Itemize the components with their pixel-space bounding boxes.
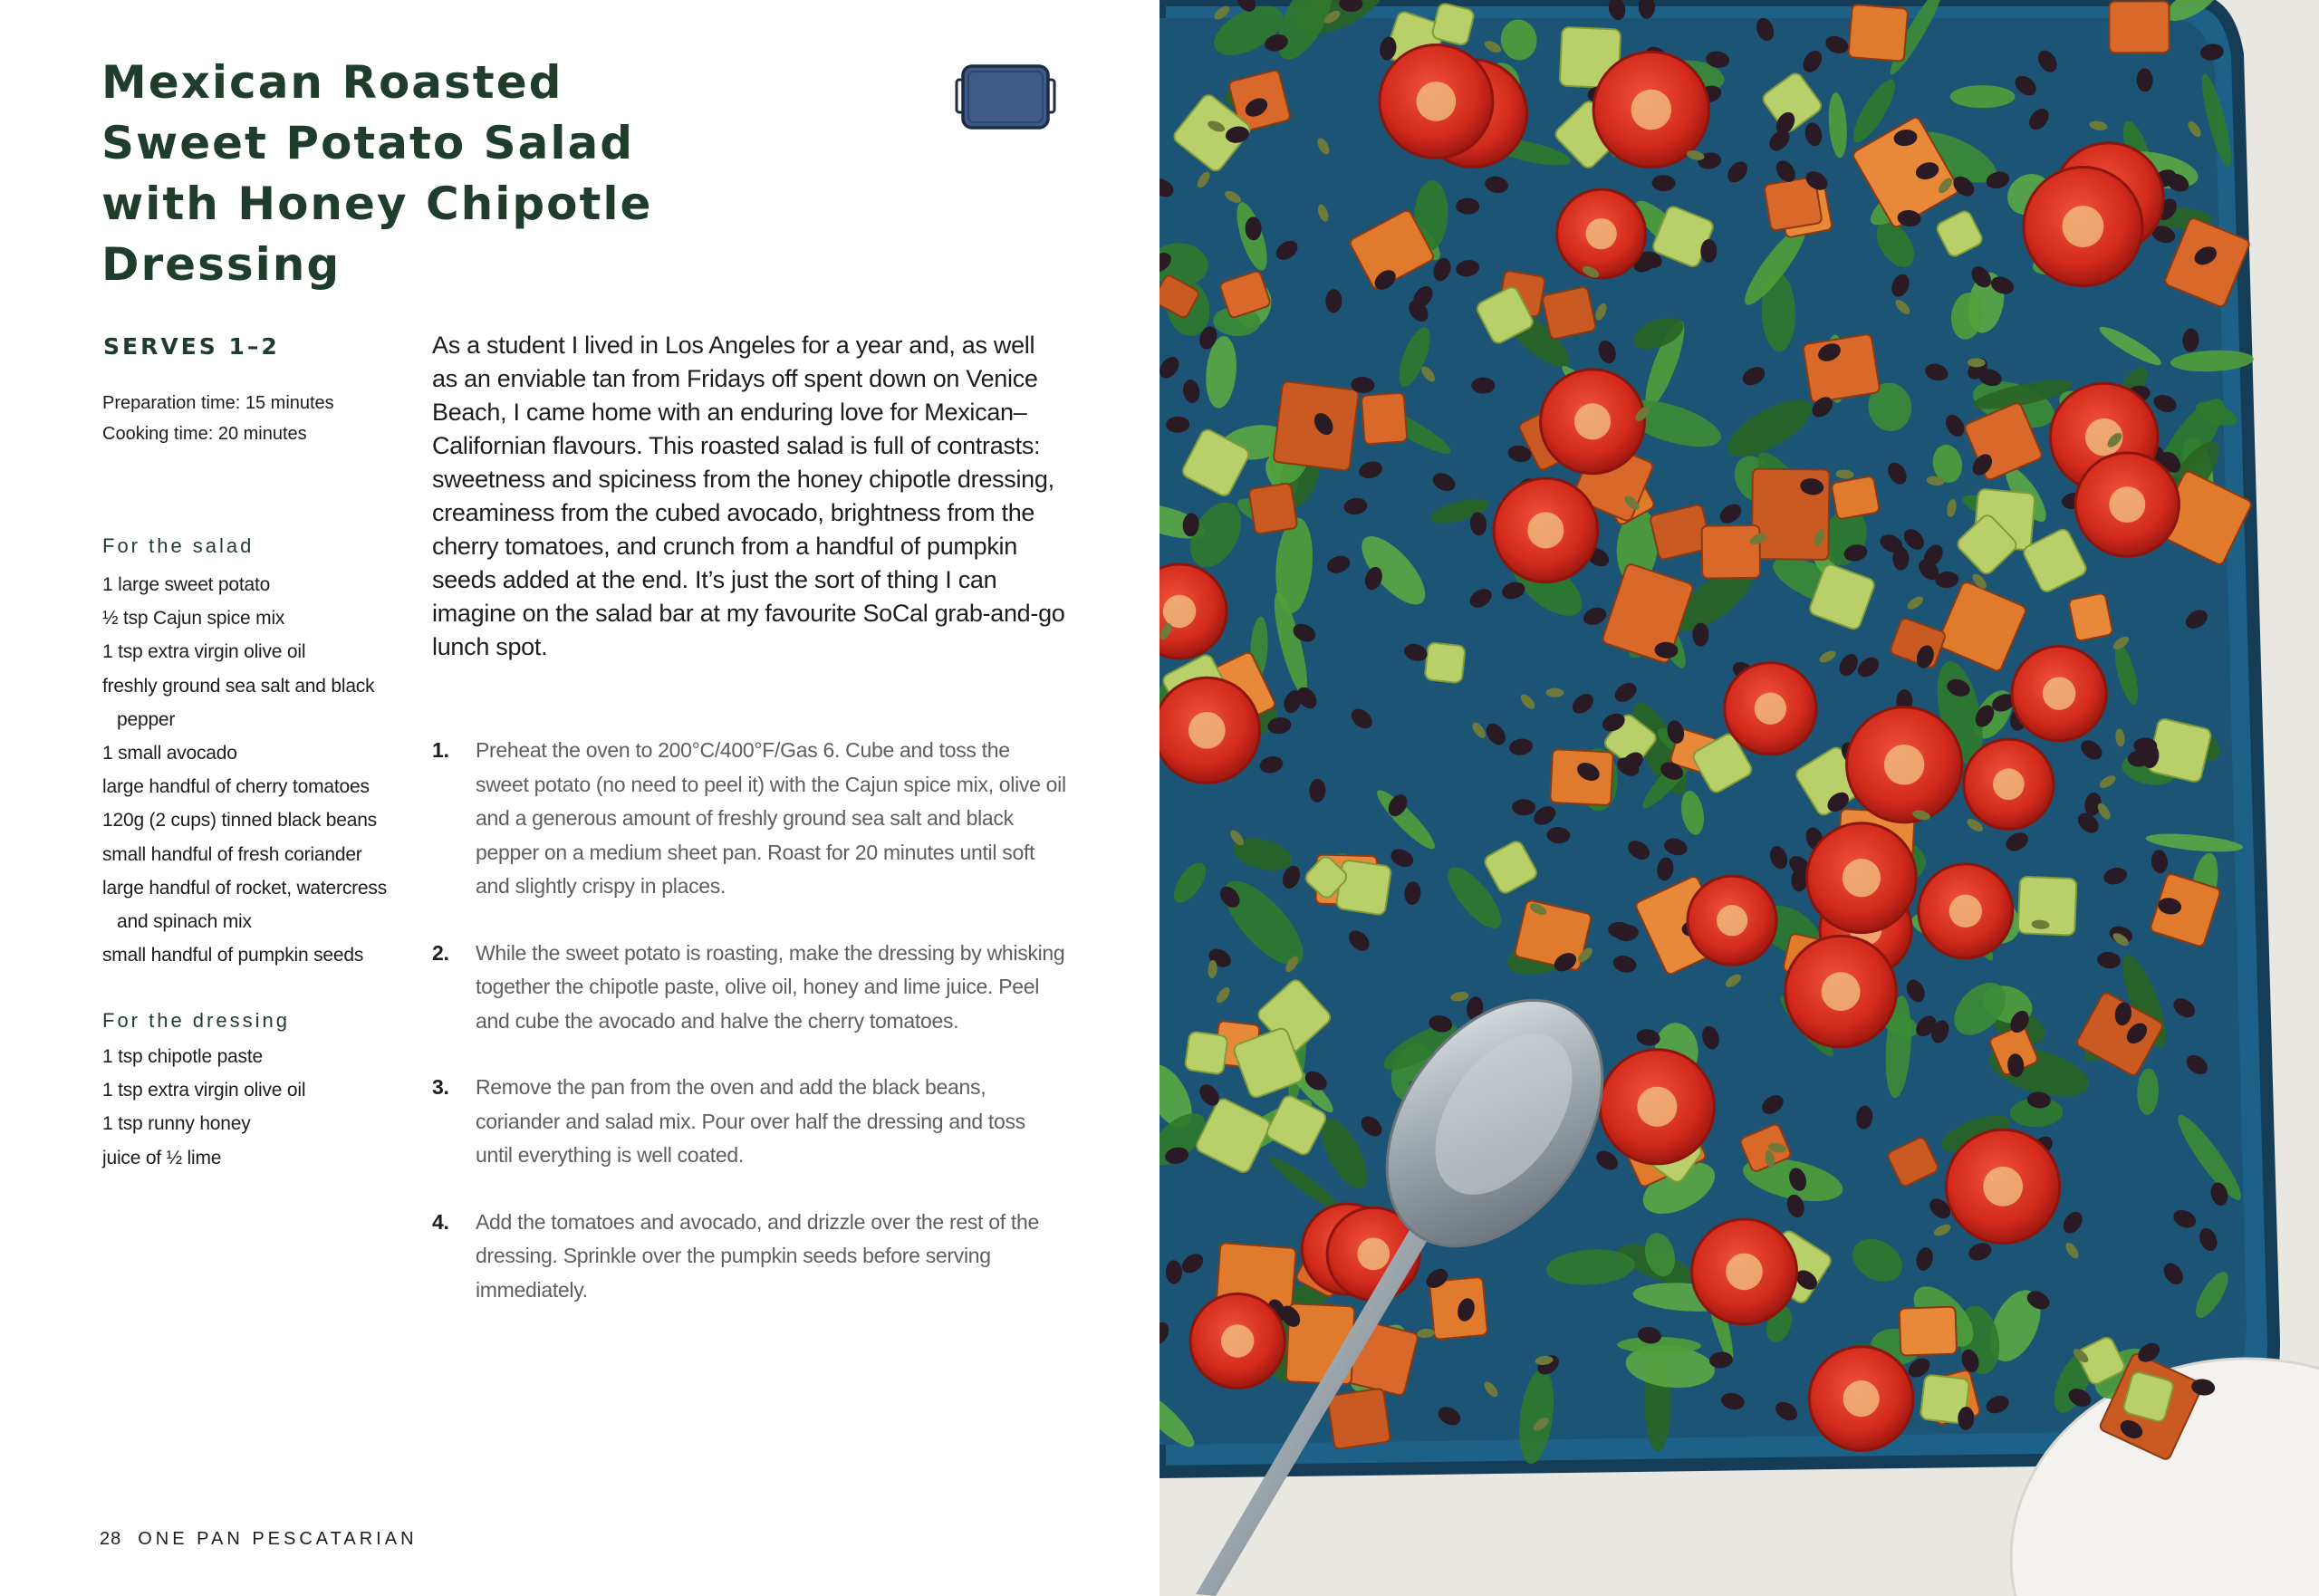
step-number: 1. <box>432 738 449 762</box>
cook-time: Cooking time: 20 minutes <box>102 424 307 444</box>
dressing-ingredients <box>102 1040 410 1175</box>
serves: SERVES 1–2 <box>103 333 280 360</box>
ingredient-item: large handful of rocket, watercress and spinach mix <box>102 877 387 933</box>
method-step <box>432 734 1066 904</box>
step-text: Remove the pan from the oven and add the black beans, coriander and salad mix. Pour over half the dressing and toss until everything is well coated. <box>476 1075 1025 1167</box>
recipe-intro: As a student I lived in Los Angeles for a year and, as well as an enviable tan from Fridays off spent down on Venice Beach, I came home with an enduring love for Mexican–Californian flavours. This roasted salad is full of contrasts: sweetness and spiciness from the honey chipotle dressing, creaminess from the cubed avocado, brightness from the cherry tomatoes, and crunch from a handful of pumpkin seeds added at the end. It’s just the sort of thing I can imagine on the salad bar at my favourite SoCal grab-and-go lunch spot. <box>432 332 1065 660</box>
ingredient-item: 1 tsp extra virgin olive oil <box>102 1080 306 1101</box>
salad-photo <box>1160 0 2319 1596</box>
salad-ingredients <box>102 568 410 972</box>
prep-time: Preparation time: 15 minutes <box>102 393 334 413</box>
step-text: While the sweet potato is roasting, make the dressing by whisking together the chipotle paste, olive oil, honey and lime juice. Peel and cube the avocado and halve the cherry tomatoes. <box>476 940 1065 1033</box>
salad-heading: For the salad <box>102 534 255 557</box>
book-title: ONE PAN PESCATARIAN <box>138 1529 418 1549</box>
ingredient-item: juice of ½ lime <box>102 1147 222 1168</box>
method-steps <box>432 734 1066 1307</box>
recipe-title: Mexican Roasted Sweet Potato Salad with Honey Chipotle Dressing <box>101 56 653 291</box>
step-number: 4. <box>432 1209 449 1234</box>
ingredient-item: small handful of pumpkin seeds <box>102 945 364 966</box>
step-text: Add the tomatoes and avocado, and drizzle over the rest of the dressing. Sprinkle over the pumpkin seeds before serving immediately. <box>476 1209 1039 1302</box>
ingredient-item: 120g (2 cups) tinned black beans <box>102 810 377 832</box>
step-text: Preheat the oven to 200°C/400°F/Gas 6. Cube and toss the sweet potato (no need to peel it) with the Cajun spice mix, olive oil and a generous amount of freshly ground sea salt and black pepper on a medium sheet pan. Roast for 20 minutes until soft and slightly crispy in places. <box>476 738 1066 898</box>
ingredient-item: freshly ground sea salt and black pepper <box>102 675 375 730</box>
ingredient-item: 1 small avocado <box>102 743 237 764</box>
sheet-pan-icon <box>955 63 1056 132</box>
page-footer <box>100 1529 418 1550</box>
step-number: 2. <box>432 940 449 965</box>
ingredient-item: 1 tsp chipotle paste <box>102 1046 263 1067</box>
ingredient-item: 1 tsp runny honey <box>102 1113 251 1135</box>
step-number: 3. <box>432 1075 449 1099</box>
dressing-heading: For the dressing <box>102 1009 290 1032</box>
ingredient-item: ½ tsp Cajun spice mix <box>102 608 285 630</box>
page-number: 28 <box>100 1529 122 1549</box>
ingredient-item: 1 tsp extra virgin olive oil <box>102 641 306 663</box>
ingredient-item: small handful of fresh coriander <box>102 843 362 865</box>
salad-photo-image <box>1160 0 2319 1596</box>
method-step <box>432 937 1066 1039</box>
method-step <box>432 1206 1066 1308</box>
timing <box>102 388 334 449</box>
method-step <box>432 1071 1066 1173</box>
ingredient-item: large handful of cherry tomatoes <box>102 776 370 798</box>
ingredient-item: 1 large sweet potato <box>102 574 271 595</box>
